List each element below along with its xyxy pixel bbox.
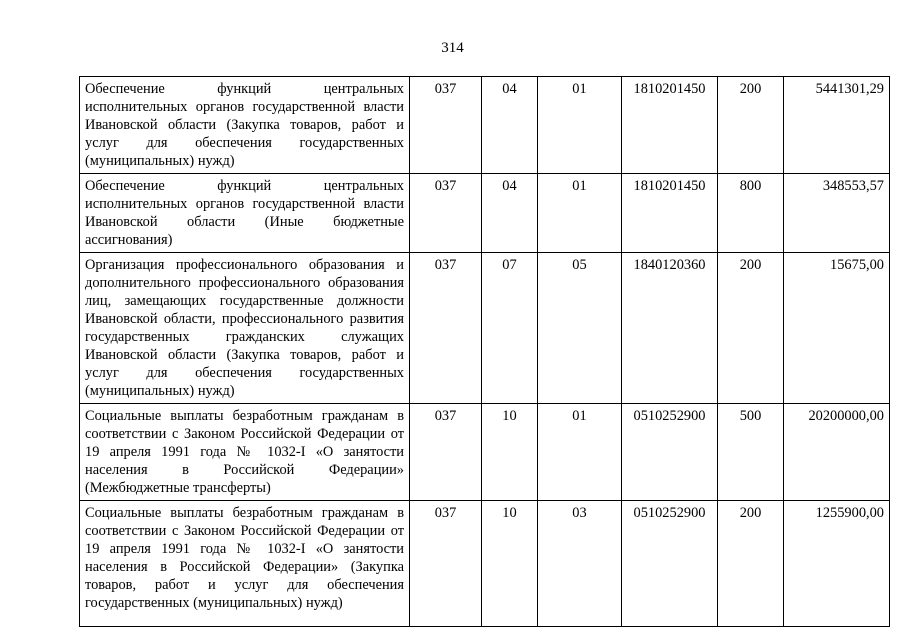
expense-type-code: 200 (718, 77, 784, 174)
subsection-code: 01 (538, 77, 622, 174)
expense-description: Социальные выплаты безработным гражданам в соответствии с Законом Российской Федерации от 19 апреля 1991 года № 1032-I «О занятости населения в Российской Федерации» (Закупка товаров, работ и услуг для обеспечения государственных (муниципальных) нужд) (80, 501, 410, 627)
expense-type-code: 200 (718, 253, 784, 404)
section-code: 04 (482, 174, 538, 253)
target-article-code: 1810201450 (622, 77, 718, 174)
table-row (80, 174, 890, 253)
section-code: 04 (482, 77, 538, 174)
ministry-code: 037 (410, 501, 482, 627)
amount: 20200000,00 (784, 404, 890, 501)
section-code: 10 (482, 404, 538, 501)
budget-table (79, 76, 890, 627)
table-row (80, 253, 890, 404)
subsection-code: 03 (538, 501, 622, 627)
expense-type-code: 800 (718, 174, 784, 253)
subsection-code: 01 (538, 174, 622, 253)
section-code: 10 (482, 501, 538, 627)
page-number: 314 (441, 40, 464, 56)
expense-description: Обеспечение функций центральных исполнительных органов государственной власти Ивановской области (Иные бюджетные ассигнования) (80, 174, 410, 253)
table-row (80, 501, 890, 627)
ministry-code: 037 (410, 253, 482, 404)
target-article-code: 0510252900 (622, 404, 718, 501)
expense-description: Организация профессионального образования и дополнительного профессионального образования лиц, замещающих государственные должности Ивановской области, профессионального развития государственных гражданских служащих Ивановской области (Закупка товаров, работ и услуг для обеспечения государственных (муниципальных) нужд) (80, 253, 410, 404)
amount: 15675,00 (784, 253, 890, 404)
target-article-code: 0510252900 (622, 501, 718, 627)
expense-description: Обеспечение функций центральных исполнительных органов государственной власти Ивановской области (Закупка товаров, работ и услуг для обеспечения государственных (муниципальных) нужд) (80, 77, 410, 174)
ministry-code: 037 (410, 174, 482, 253)
expense-type-code: 200 (718, 501, 784, 627)
ministry-code: 037 (410, 404, 482, 501)
expense-description: Социальные выплаты безработным гражданам в соответствии с Законом Российской Федерации от 19 апреля 1991 года № 1032-I «О занятости населения в Российской Федерации» (Межбюджетные трансферты) (80, 404, 410, 501)
amount: 1255900,00 (784, 501, 890, 627)
amount: 5441301,29 (784, 77, 890, 174)
table-row (80, 77, 890, 174)
table-row (80, 404, 890, 501)
target-article-code: 1840120360 (622, 253, 718, 404)
target-article-code: 1810201450 (622, 174, 718, 253)
subsection-code: 01 (538, 404, 622, 501)
subsection-code: 05 (538, 253, 622, 404)
expense-type-code: 500 (718, 404, 784, 501)
ministry-code: 037 (410, 77, 482, 174)
section-code: 07 (482, 253, 538, 404)
amount: 348553,57 (784, 174, 890, 253)
